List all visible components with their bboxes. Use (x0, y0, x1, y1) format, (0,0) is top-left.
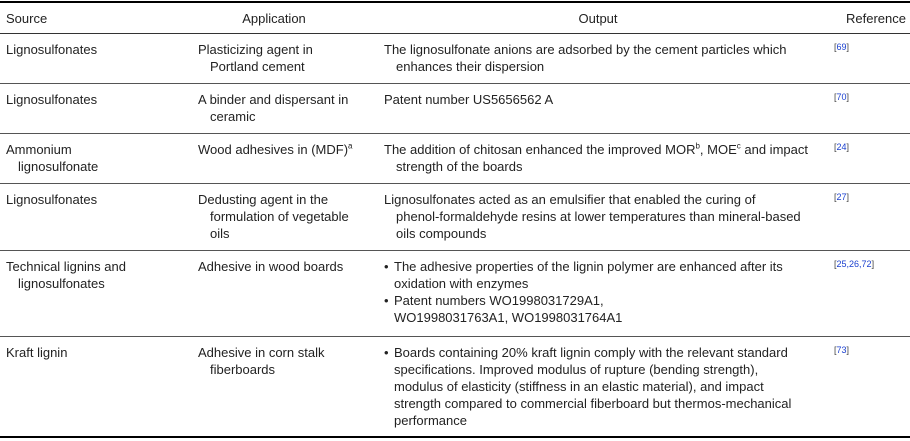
reference-cell: [24] (834, 142, 850, 152)
header-output: Output (578, 10, 618, 26)
output-text: strength of the boards (396, 159, 523, 174)
reference-link[interactable]: 69 (836, 42, 847, 52)
application-cell (180, 251, 368, 337)
reference-cell: [27] (834, 192, 850, 202)
source-cell (0, 34, 180, 84)
footnote-marker: c (736, 141, 741, 151)
application-text: ceramic (210, 109, 256, 124)
reference-link[interactable]: 73 (836, 345, 847, 355)
source-text: lignosulfonates (18, 276, 105, 291)
output-text: phenol-formaldehyde resins at lower temperatures than mineral-based (396, 209, 801, 224)
application-cell (180, 184, 368, 251)
output-cell (368, 184, 828, 251)
application-text: Adhesive in wood boards (198, 259, 344, 274)
table-row (0, 34, 910, 84)
footnote-marker: b (695, 141, 700, 151)
reference-link[interactable]: 70 (836, 92, 847, 102)
source-text: Ammonium (6, 142, 72, 157)
header-reference: Reference (846, 10, 906, 26)
application-text: Portland cement (210, 59, 305, 74)
source-text: lignosulfonate (18, 159, 99, 174)
table-row (0, 184, 910, 251)
application-text: Plasticizing agent in (198, 42, 313, 57)
output-text: oils compounds (396, 226, 487, 241)
source-cell (0, 84, 180, 134)
reference-cell: [69] (834, 42, 850, 52)
source-text: Lignosulfonates (6, 92, 98, 107)
table-row (0, 337, 910, 437)
source-cell (0, 184, 180, 251)
source-text: Lignosulfonates (6, 192, 98, 207)
output-text-part: , MOE (699, 142, 737, 157)
output-cell (368, 84, 828, 134)
header-application: Application (242, 10, 306, 26)
application-cell (180, 34, 368, 84)
output-cell (368, 134, 828, 184)
source-cell (0, 251, 180, 337)
reference-cell: [25,26,72] (834, 259, 875, 269)
output-text: enhances their dispersion (396, 59, 545, 74)
application-text: A binder and dispersant in (198, 92, 349, 107)
reference-link[interactable]: 25,26,72 (836, 259, 872, 269)
bullet-item: • Patent numbers WO1998031729A1, WO1998031763A1, WO1998031764A1 (384, 292, 822, 326)
application-text: Adhesive in corn stalk (198, 345, 325, 360)
reference-link[interactable]: 27 (836, 192, 847, 202)
header-source: Source (6, 10, 48, 26)
application-text: Dedusting agent in the (198, 192, 329, 207)
application-cell (180, 84, 368, 134)
output-bullet-list (384, 344, 822, 429)
application-cell (180, 134, 368, 184)
application-text: formulation of vegetable (210, 209, 349, 224)
source-text: Kraft lignin (6, 345, 68, 360)
footnote-marker: a (348, 141, 353, 151)
output-cell (368, 337, 828, 437)
source-cell (0, 337, 180, 437)
output-text-part: and impact (740, 142, 808, 157)
output-cell (368, 251, 828, 337)
application-cell (180, 337, 368, 437)
source-text: Lignosulfonates (6, 42, 98, 57)
output-bullet-list (384, 258, 822, 326)
application-text: oils (210, 226, 230, 241)
application-text: Wood adhesives in (MDF) (198, 142, 349, 157)
bullet-item: • The adhesive properties of the lignin polymer are enhanced after its oxidation with enzymes (384, 258, 822, 292)
output-text (384, 142, 808, 157)
bullet-item: • Boards containing 20% kraft lignin comply with the relevant standard specifications. Improved modulus of rupture (bending strength), modulus of elasticity (stiffness in an elastic material), and impact strength compared to commercial fiberboard but thermos-mechanical performance (384, 344, 822, 429)
table-row (0, 84, 910, 134)
application-text: fiberboards (210, 362, 276, 377)
reference-cell: [73] (834, 345, 850, 355)
output-text-part: The addition of chitosan enhanced the improved MOR (384, 142, 696, 157)
table-row (0, 251, 910, 337)
output-text: Lignosulfonates acted as an emulsifier that enabled the curing of (384, 192, 756, 207)
table-row (0, 134, 910, 184)
header-row (0, 2, 910, 34)
output-text: Patent number US5656562 A (384, 92, 554, 107)
source-text: Technical lignins and (6, 259, 126, 274)
source-cell (0, 134, 180, 184)
lignin-applications-table (0, 1, 910, 438)
output-cell (368, 34, 828, 84)
output-text: The lignosulfonate anions are adsorbed by the cement particles which (384, 42, 787, 57)
reference-link[interactable]: 24 (836, 142, 847, 152)
reference-cell: [70] (834, 92, 850, 102)
